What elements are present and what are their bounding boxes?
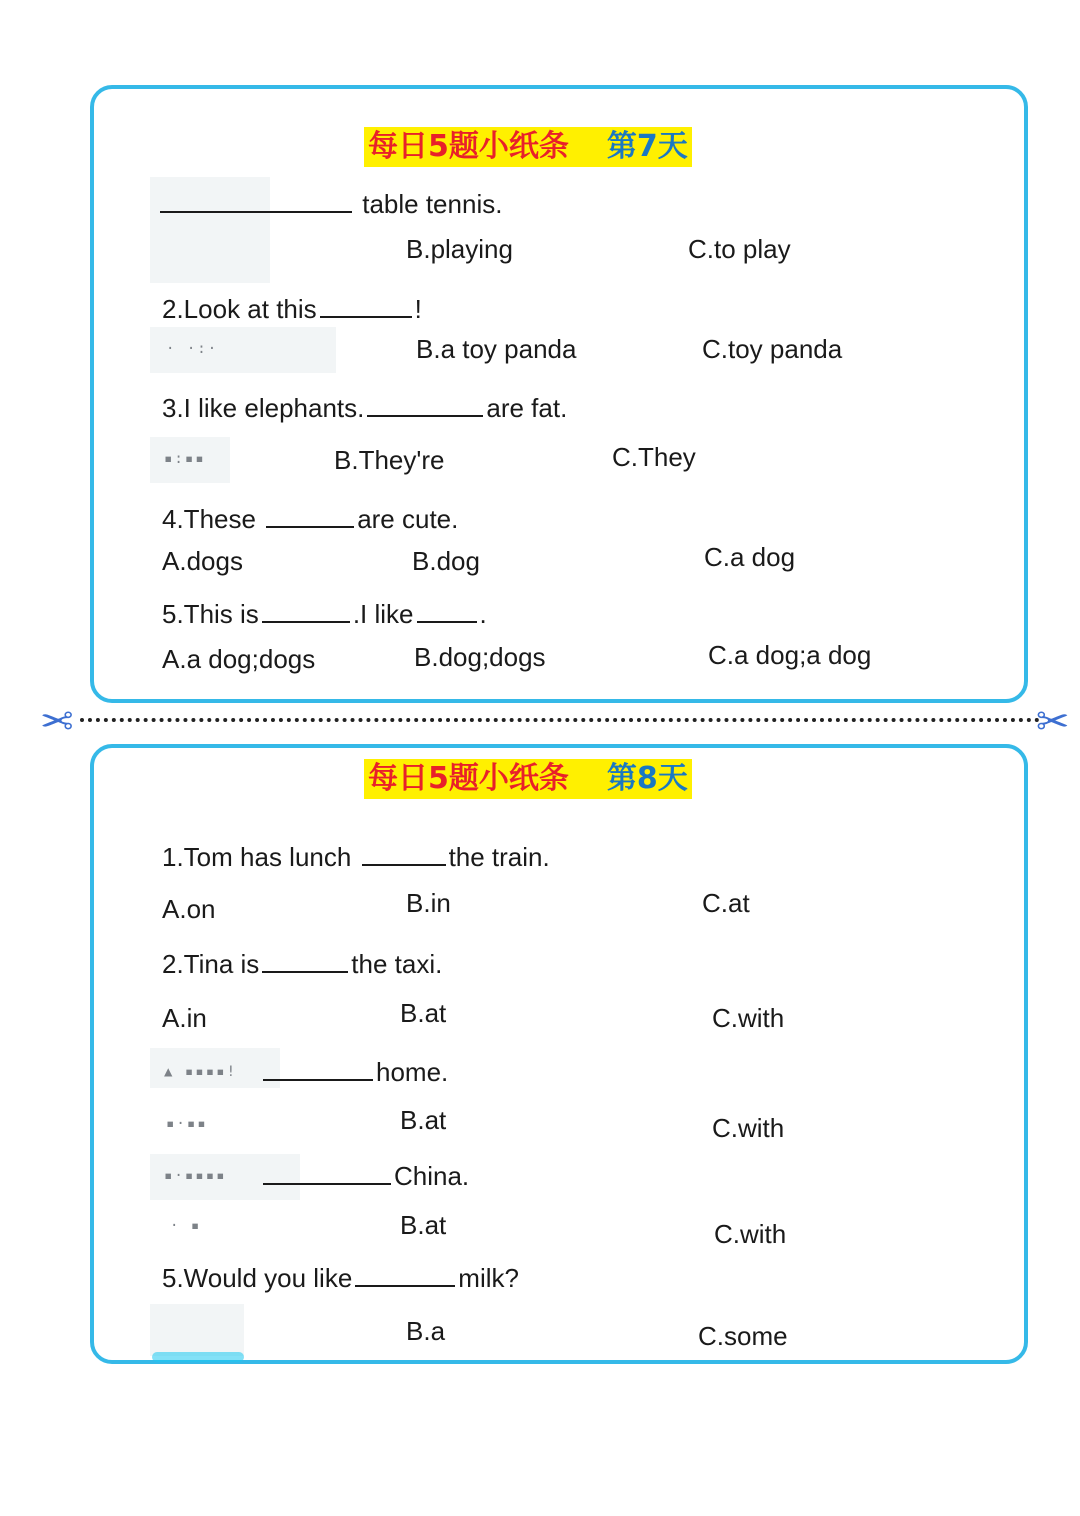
scissors-icon: ✂: [40, 699, 74, 745]
option-b: B.dog: [412, 546, 480, 576]
answer-blank: [268, 187, 352, 213]
question-text-end: the taxi.: [351, 949, 443, 979]
title-main: 每日5题小纸条: [368, 129, 569, 164]
option-c: C.some: [698, 1321, 788, 1351]
question-text-mid: .I like: [352, 599, 414, 629]
option-c: C.with: [714, 1219, 787, 1249]
worksheet-card-day8: [90, 744, 1028, 1364]
option-b: B.They're: [334, 445, 445, 475]
question-4: [162, 502, 458, 534]
question-text: 5.Would you like: [162, 1263, 353, 1293]
question-text: table tennis.: [362, 189, 503, 219]
question-1: [162, 840, 550, 872]
option-b: B.at: [400, 998, 447, 1028]
answer-blank: [362, 840, 446, 866]
card-title: [364, 759, 692, 799]
option-b: B.at: [400, 1210, 447, 1240]
title-day: 第7天: [606, 129, 688, 164]
question-2: [162, 947, 442, 979]
option-c: C.to play: [688, 234, 791, 264]
scissors-icon: ✂: [1036, 699, 1070, 745]
question-3: [260, 1055, 448, 1087]
worksheet-card-day7: [90, 85, 1028, 703]
answer-blank: [263, 1055, 373, 1081]
question-text: 2.Tina is: [162, 949, 260, 979]
option-b: B.a toy panda: [416, 334, 577, 364]
answer-blank: [320, 292, 412, 318]
option-b: B.in: [406, 888, 451, 918]
option-b: B.playing: [406, 234, 513, 264]
question-text: 5.This is: [162, 599, 259, 629]
option-c: C.a dog: [704, 542, 796, 572]
question-2: [162, 292, 422, 324]
smudged-option-a: ▪·▪▪: [166, 1116, 208, 1132]
option-b: B.a: [406, 1316, 446, 1346]
answer-blank: [355, 1261, 455, 1287]
answer-blank: [367, 391, 483, 417]
option-b: B.dog;dogs: [414, 642, 546, 672]
option-a: A.on: [162, 894, 216, 924]
smudged-question-text: ▪·▪▪▪▪: [164, 1168, 227, 1184]
option-a: A.in: [162, 1003, 207, 1033]
question-text-end: are fat.: [486, 393, 568, 423]
question-5: [162, 1261, 519, 1293]
option-c: C.at: [702, 888, 750, 918]
question-text: 3.I like elephants.: [162, 393, 365, 423]
smudged-option-a: · ▪: [170, 1218, 202, 1234]
question-text-end: are cute.: [357, 504, 459, 534]
option-a: A.a dog;dogs: [162, 644, 316, 674]
smudged-question-text: ▲ ▪▪▪▪!: [164, 1064, 238, 1080]
question-5: [162, 597, 487, 629]
option-c: C.toy panda: [702, 334, 843, 364]
question-3: [162, 391, 567, 423]
answer-blank: [262, 947, 348, 973]
smudged-option-a: · ·:·: [166, 341, 219, 357]
option-c: C.a dog;a dog: [708, 640, 872, 670]
smudged-option-a: ▪:▪▪: [164, 451, 206, 467]
question-4: [260, 1159, 469, 1191]
option-a: A.dogs: [162, 546, 243, 576]
title-day: 第8天: [606, 761, 688, 796]
question-text: 2.Look at this: [162, 294, 317, 324]
option-c: C.with: [712, 1113, 785, 1143]
question-text: 4.These: [162, 504, 256, 534]
answer-blank: [262, 597, 350, 623]
question-text-end: .: [479, 599, 487, 629]
question-text: 1.Tom has lunch: [162, 842, 352, 872]
card-title: [364, 127, 692, 167]
title-main: 每日5题小纸条: [368, 761, 569, 796]
question-text-end: home.: [376, 1057, 449, 1087]
answer-blank: [417, 597, 477, 623]
smudge-mark: [152, 1352, 244, 1362]
answer-blank: [263, 1159, 391, 1185]
option-b: B.at: [400, 1105, 447, 1135]
question-text-end: milk?: [458, 1263, 519, 1293]
option-c: C.with: [712, 1003, 785, 1033]
option-c: C.They: [612, 442, 696, 472]
question-text-end: !: [414, 294, 422, 324]
question-text-end: China.: [394, 1161, 470, 1191]
smudged-area: [150, 1304, 244, 1356]
question-text-end: the train.: [448, 842, 550, 872]
question-1: [160, 187, 502, 219]
cut-line-divider: [80, 718, 1040, 722]
answer-blank: [160, 187, 268, 213]
answer-blank: [266, 502, 354, 528]
